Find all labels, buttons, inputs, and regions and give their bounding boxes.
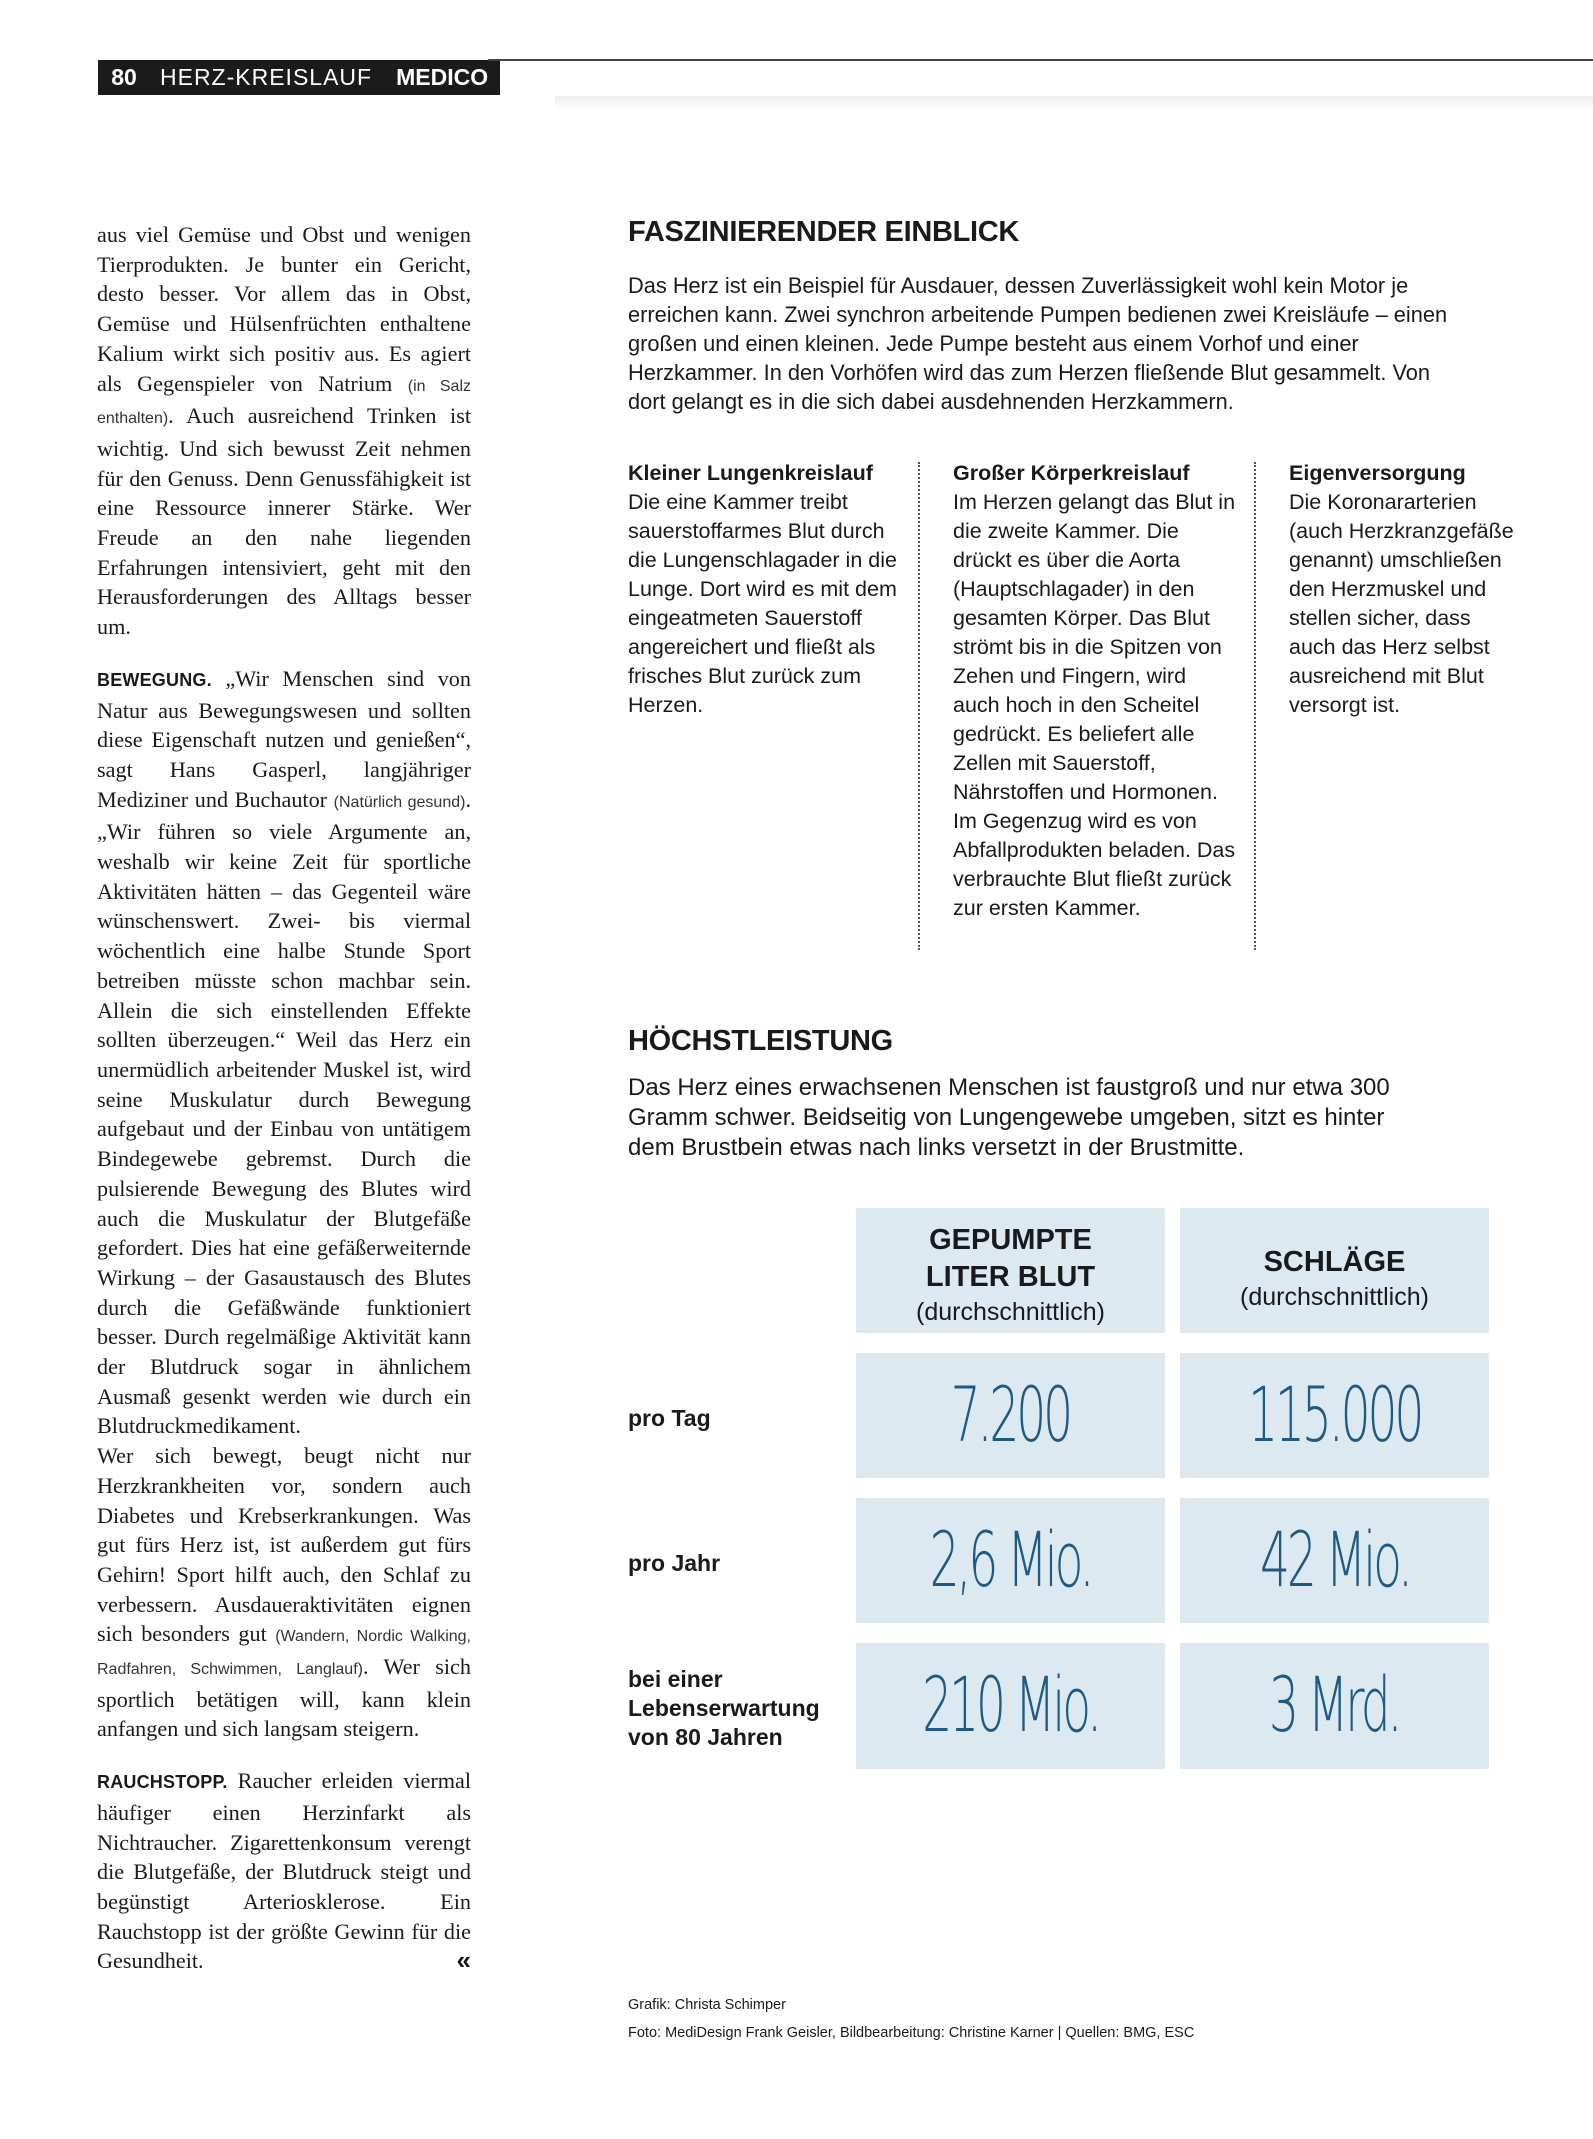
paragraph-rauchstopp [97,1766,471,1976]
row-label: bei einer Lebenserwartung von 80 Jahren [628,1666,820,1750]
text-span: aus viel Gemüse und Obst und wenigen Tierprodukten. Je bunter ein Gericht, desto besser. Vor allem das in Obst, Gemüse und Hülsenfrüchten enthaltene Kalium wirkt sich positiv aus. Es agiert als Gegenspieler von Natrium [97,222,471,396]
column-text: Im Herzen gelangt das Blut in die zweite Kammer. Die drückt es über die Aorta (Hauptschlagader) in den gesamten Körper. Das Blut strömt bis in die Spitzen von Zehen und Fingern, wird auch hoch in den Scheitel gedrückt. Es beliefert alle Zellen mit Sauerstoff, Nährstoffen und Hormonen. Im Gegenzug wird es von Abfallprodukten beladen. Das verbrauchte Blut fließt zurück zur ersten Kammer. [953,490,1236,920]
intro-hoechstleistung: Das Herz eines erwachsenen Menschen ist faustgroß und nur etwa 300 Gramm schwer. Beidseitig von Lungengewebe umgeben, sitzt es hinter dem Brustbein etwas nach links versetzt in der Brustmitte. [628,1074,1390,1161]
value-blut-leben: 210 Mio. [922,1660,1099,1749]
column-koerperkreislauf [953,459,1238,923]
text-span: Raucher erleiden viermal häufiger einen Herzinfarkt als Nichtraucher. Zigarettenkonsum verengt die Blutgefäße, der Blutdruck steigt und begünstigt Arteriosklerose. Ein Rauchstopp ist der größte Gewinn für die Gesundheit. [97,1768,471,1974]
text-span: . Wer sich sportlich betätigen will, kann klein anfangen und sich langsam steigern. [97,1654,471,1742]
header-rule [488,59,1593,61]
credit-foto: Foto: MediDesign Frank Geisler, Bildbearbeitung: Christine Karner | Quellen: BMG, ESC [628,2025,1195,2041]
column-text: Die Koronararterien (auch Herzkranzgefäße genannt) umschließen den Herzmuskel und stellen sicher, dass auch das Herz selbst ausreichend mit Blut versorgt ist. [1289,490,1514,717]
row-label: pro Tag [628,1405,711,1431]
paragraph-ernaehrung [97,220,471,642]
value-cell [856,1643,1165,1769]
text-span-small: (Natürlich gesund) [333,793,466,811]
value-cell [856,1498,1165,1623]
column-text: Die eine Kammer treibt sauerstoffarmes Blut durch die Lungenschlagader in die Lunge. Dort wird es mit dem eingeatmeten Sauerstoff angereichert und fließt als frisches Blut zurück zum Herzen. [628,490,897,717]
heading-hoechstleistung: HÖCHSTLEISTUNG [628,1025,893,1057]
text-span-small: (in Salz enthalten) [97,377,471,428]
value-cell [1180,1498,1489,1623]
page-header [98,60,500,95]
column-lungenkreislauf [628,459,900,720]
end-mark: « [456,1945,471,1976]
magazine-brand: MEDICO [384,60,500,95]
subhead-bewegung: BEWEGUNG. [97,669,212,690]
column-eigenversorgung [1289,459,1519,720]
value-cell [1180,1643,1489,1769]
text-span: Wer sich bewegt, beugt nicht nur Herzkrankheiten vor, sondern auch Diabetes und Krebserkrankungen. Was gut fürs Herz ist, ist außerdem gut fürs Gehirn! Sport hilft auch, den Schlaf zu verbessern. Ausdaueraktivitäten eignen sich besonders gut [97,1443,471,1647]
subhead-rauchstopp: RAUCHSTOPP. [97,1772,228,1793]
row-label: pro Jahr [628,1550,721,1576]
header-title: GEPUMPTE LITER BLUT [925,1224,1096,1293]
heading-einblick: FASZINIERENDER EINBLICK [628,216,1020,248]
column-title: Großer Körperkreislauf [953,461,1190,485]
text-span-small: (Wandern, Nordic Walking, Radfahren, Schwimmen, Langlauf) [97,1628,472,1679]
intro-einblick: Das Herz ist ein Beispiel für Ausdauer, dessen Zuverlässigkeit wohl kein Motor je erreichen kann. Zwei synchron arbeitende Pumpen bedienen zwei Kreisläufe – einen großen und einen kleinen. Jede Pumpe besteht aus einem Vorhof und einer Herzkammer. In den Vorhöfen wird das zum Herzen fließende Blut gesammelt. Von dort gelangt es in die sich dabei ausdehnenden Herzkammern. [628,273,1448,414]
paragraph-bewegung-2 [97,1441,471,1744]
value-cell [1180,1353,1489,1478]
left-column-article [97,220,471,1976]
column-divider [918,462,920,950]
header-shadow [555,96,1593,110]
value-schlaege-jahr: 42 Mio. [1259,1515,1410,1604]
text-span: . „Wir führen so viele Argumente an, weshalb wir keine Zeit für sportliche Aktivitäten hätten – das Gegenteil wäre wünschenswert. Zwei- bis viermal wöchentlich eine halbe Stunde Sport betreiben müsste schon machbar sein. Allein die sich einstellenden Effekte sollten überzeugen.“ Weil das Herz ein unermüdlich arbeitender Muskel ist, wird seine Muskulatur durch Bewegung aufgebaut und der Einbau von untätigem Bindegewebe gebremst. Durch die pulsierende Bewegung des Blutes wird auch die Muskulatur der Blutgefäße gefordert. Dies hat eine gefäßerweiternde Wirkung – der Gasaustausch des Blutes durch die Gefäßwände funktioniert besser. Durch regelmäßige Aktivität kann der Blutdruck sogar in ähnlichem Ausmaß gesenkt werden wie durch ein Blutdruckmedikament. [97,786,471,1439]
section-title: HERZ-KREISLAUF [150,60,384,95]
header-subtitle: (durchschnittlich) [916,1298,1105,1326]
header-title: SCHLÄGE [1263,1246,1406,1278]
credit-grafik: Grafik: Christa Schimper [628,1997,786,2013]
column-title: Kleiner Lungenkreislauf [628,461,873,485]
value-blut-tag: 7.200 [950,1370,1071,1459]
paragraph-bewegung [97,664,471,1441]
value-blut-jahr: 2,6 Mio. [929,1515,1092,1604]
text-span: „Wir Menschen sind von Natur aus Bewegungswesen und sollten diese Eigenschaft nutzen und genießen“, sagt Hans Gasperl, langjähriger Mediziner und Buchautor [97,665,471,812]
table-header-blut [856,1208,1165,1333]
text-span: . Auch ausreichend Trinken ist wichtig. Und sich bewusst Zeit nehmen für den Genuss. Denn Genussfähigkeit ist eine Ressource innerer Stärke. Wer Freude an den nahe liegenden Erfahrungen intensiviert, geht mit den Herausforderungen des Alltags besser um. [97,403,471,640]
table-header-schlaege [1180,1208,1489,1333]
header-subtitle: (durchschnittlich) [1240,1283,1429,1311]
column-divider [1254,462,1256,950]
column-title: Eigenversorgung [1289,461,1466,485]
page-number: 80 [98,60,150,95]
value-schlaege-tag: 115.000 [1247,1370,1422,1459]
value-schlaege-leben: 3 Mrd. [1269,1660,1400,1749]
value-cell [856,1353,1165,1478]
